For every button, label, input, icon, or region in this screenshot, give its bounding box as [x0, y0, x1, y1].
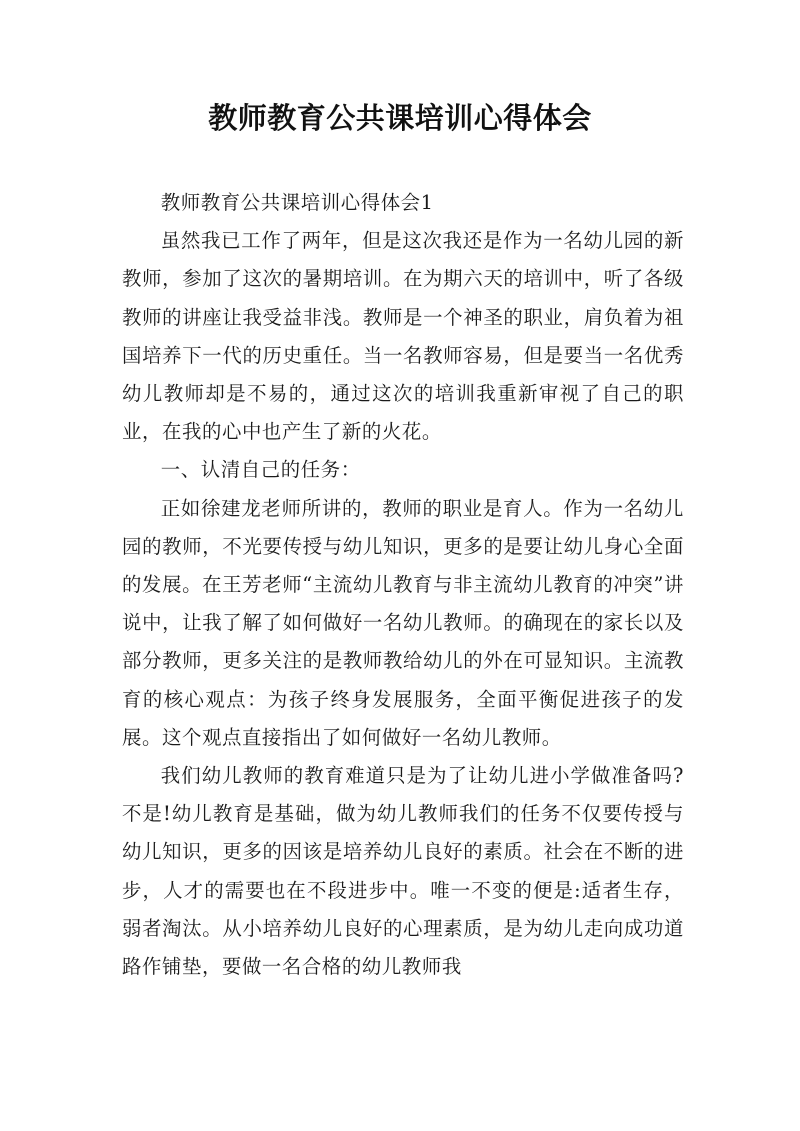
section-heading: 一、认清自己的任务： [160, 458, 361, 482]
section-heading: 教师教育公共课培训心得体会1 [160, 191, 434, 214]
document-title: 教师教育公共课培训心得体会 [208, 101, 592, 135]
paragraph: 虽然我已工作了两年，但是这次我还是作为一名幼儿园的新教师，参加了这次的暑期培训。在为期六天的培训中，听了各级教师的讲座让我受益非浅。教师是一个神圣的职业，肩负着为祖国培养下一代的历史重任。当一名教师容易，但是要当一名优秀幼儿教师却是不易的，通过这次的培训我重新审视了自己的职业，在我的心中也产生了新的火花。 [122, 229, 684, 444]
paragraph: 正如徐建龙老师所讲的，教师的职业是育人。作为一名幼儿园的教师，不光要传授与幼儿知识，更多的是要让幼儿身心全面的发展。在王芳老师“主流幼儿教育与非主流幼儿教育的冲突”讲说中，让我了解了如何做好一名幼儿教师。的确现在的家长以及部分教师，更多关注的是教师教给幼儿的外在可显知识。主流教育的核心观点：为孩子终身发展服务，全面平衡促进孩子的发展。这个观点直接指出了如何做好一名幼儿教师。 [122, 496, 684, 749]
paragraph: 我们幼儿教师的教育难道只是为了让幼儿进小学做准备吗?不是!幼儿教育是基础，做为幼儿教师我们的任务不仅要传授与幼儿知识，更多的因该是培养幼儿良好的素质。社会在不断的进步，人才的需要也在不段进步中。唯一不变的便是:适者生存，弱者淘汰。从小培养幼儿良好的心理素质，是为幼儿走向成功道路作铺垫，要做一名合格的幼儿教师我 [122, 764, 684, 979]
document-body [122, 184, 684, 986]
